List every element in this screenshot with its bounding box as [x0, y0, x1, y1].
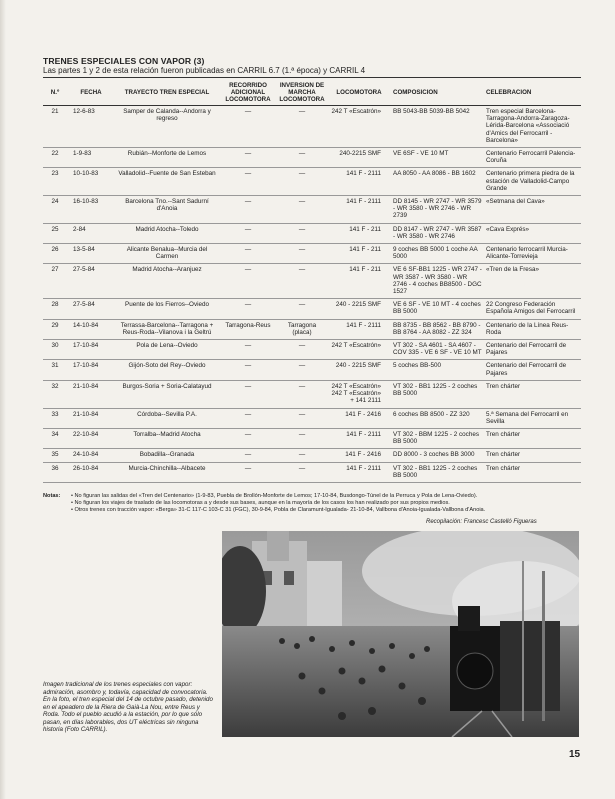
header-inversion: INVERSION DE MARCHA LOCOMOTORA: [277, 79, 327, 106]
cell-celebracion: «Cava Exprés»: [484, 223, 581, 243]
table-row: [43, 299, 581, 319]
cell-composicion: VT 302 - BB1 1225 - 2 coches BB 5000: [391, 380, 484, 408]
cell-composicion: BB 8735 - BB 8562 - BB 8790 - BB 8764 - AA 8082 - ZZ 324: [391, 319, 484, 339]
cell-inversion: —: [277, 428, 327, 448]
table-row: [43, 380, 581, 408]
cell-fecha: 17-10-84: [67, 360, 115, 380]
cell-recorrido: —: [219, 299, 277, 319]
cell-composicion: VT 302 - BB1 1225 - 2 coches BB 5000: [391, 462, 484, 482]
page-number: 15: [569, 749, 581, 760]
cell-recorrido: —: [219, 106, 277, 148]
cell-celebracion: 22 Congreso Federación Española Amigos del Ferrocarril: [484, 299, 581, 319]
cell-locomotora: 141 F - 2416: [327, 408, 391, 428]
special-trains-table: [43, 79, 581, 483]
cell-recorrido: —: [219, 428, 277, 448]
table-row: [43, 360, 581, 380]
table-row: [43, 264, 581, 299]
cell-inversion: —: [277, 196, 327, 224]
cell-composicion: VT 302 - BBM 1225 - 2 coches BB 5000: [391, 428, 484, 448]
cell-celebracion: Tren chárter: [484, 380, 581, 408]
cell-celebracion: «Setmana del Cava»: [484, 196, 581, 224]
cell-num: 31: [43, 360, 67, 380]
cell-composicion: 6 coches BB 8500 - ZZ 320: [391, 408, 484, 428]
cell-locomotora: 242 T «Escatrón»: [327, 340, 391, 360]
cell-num: 36: [43, 462, 67, 482]
cell-celebracion: Centenario del Ferrocarril de Pajares: [484, 340, 581, 360]
note-item: • Otros trenes con tracción vapor: «Berga» 31-C 117-C 103-C 31 (FGC), 30-9-84, Pobla de Claramunt-Igualada- 21-10-84, Vallbona d'Anoia-Igualada-Vallbona d'Anoia.: [71, 507, 486, 513]
steam-train-photo: [222, 531, 579, 737]
table-row: [43, 223, 581, 243]
cell-inversion: —: [277, 244, 327, 264]
cell-composicion: AA 8050 - AA 8086 - BB 1602: [391, 168, 484, 196]
cell-locomotora: 141 F - 2111: [327, 428, 391, 448]
cell-locomotora: 141 F - 2416: [327, 449, 391, 462]
cell-trayecto: Madrid Atocha--Aranjuez: [115, 264, 219, 299]
header-locomotora: LOCOMOTORA: [327, 79, 391, 106]
cell-num: 35: [43, 449, 67, 462]
cell-fecha: 17-10-84: [67, 340, 115, 360]
cell-num: 30: [43, 340, 67, 360]
cell-recorrido: Tarragona-Reus: [219, 319, 277, 339]
cell-locomotora: 242 T «Escatrón»: [327, 106, 391, 148]
table-row: [43, 428, 581, 448]
header-composicion: COMPOSICION: [391, 79, 484, 106]
cell-composicion: DD 8000 - 3 coches BB 3000: [391, 449, 484, 462]
cell-num: 22: [43, 148, 67, 168]
cell-locomotora: 141 F - 2111: [327, 319, 391, 339]
cell-composicion: VE 6 SF - VE 10 MT - 4 coches BB 5000: [391, 299, 484, 319]
cell-num: 21: [43, 106, 67, 148]
table-top-rule: [43, 77, 581, 78]
cell-trayecto: Burgos-Soria + Soria-Calatayud: [115, 380, 219, 408]
table-row: [43, 244, 581, 264]
cell-trayecto: Pola de Lena--Oviedo: [115, 340, 219, 360]
page-subtitle: Las partes 1 y 2 de esta relación fueron publicadas en CARRIL 6.7 (1.ª época) y CARRIL 4: [43, 66, 366, 75]
cell-composicion: VE 6SF - VE 10 MT: [391, 148, 484, 168]
cell-celebracion: Centenario Ferrocarril Palencia-Coruña: [484, 148, 581, 168]
cell-inversion: —: [277, 340, 327, 360]
cell-fecha: 21-10-84: [67, 380, 115, 408]
cell-num: 28: [43, 299, 67, 319]
cell-trayecto: Terrassa-Barcelona--Tarragona + Reus-Roda--Vilanova i la Geltrú: [115, 319, 219, 339]
cell-trayecto: Valladolid--Fuente de San Esteban: [115, 168, 219, 196]
cell-inversion: —: [277, 462, 327, 482]
cell-inversion: —: [277, 408, 327, 428]
cell-trayecto: Samper de Calanda--Andorra y regreso: [115, 106, 219, 148]
cell-fecha: 27-5-84: [67, 264, 115, 299]
cell-trayecto: Gijón-Soto del Rey--Oviedo: [115, 360, 219, 380]
cell-locomotora: 141 F - 2111: [327, 168, 391, 196]
note-item: • No figuran las salidas del «Tren del Centenario» (1-9-83, Puebla de Brollón-Monforte de Lemos; 17-10-84, Busdongo-Túnel de la Perruca y Pola de Lena-Oviedo).: [71, 493, 478, 499]
cell-composicion: 5 coches BB-500: [391, 360, 484, 380]
cell-inversion: Tarragona (placa): [277, 319, 327, 339]
page-edge-shadow: [0, 0, 6, 799]
header-num: N.º: [43, 79, 67, 106]
cell-inversion: —: [277, 380, 327, 408]
cell-inversion: —: [277, 168, 327, 196]
cell-composicion: VE 6 SF-BB1 1225 - WR 2747 - WR 3587 - WR 3580 - WR 2746 - 4 coches BB8500 - DGC 1527: [391, 264, 484, 299]
cell-recorrido: —: [219, 340, 277, 360]
header-celebracion: CELEBRACION: [484, 79, 581, 106]
photo-caption: Imagen tradicional de los trenes especiales con vapor: admiración, asombro y, todavía, capacidad de convocatoria. En la foto, el tren especial del 14 de octubre pasado, detenido en el apeadero de la Riera de Gaià-La Nou, entre Reus y Roda. Todo el pueblo acudió a la estación, por lo que sólo pasan, en días laborables, dos UT eléctricas sin ninguna historia (Foto CARRIL).: [43, 681, 213, 733]
cell-composicion: BB 5043-BB 5039-BB 5042: [391, 106, 484, 148]
cell-inversion: —: [277, 148, 327, 168]
cell-fecha: 14-10-84: [67, 319, 115, 339]
cell-celebracion: Centenario de la Línea Reus-Roda: [484, 319, 581, 339]
cell-locomotora: 240 - 2215 SMF: [327, 360, 391, 380]
cell-trayecto: Torralba--Madrid Atocha: [115, 428, 219, 448]
cell-trayecto: Rubián--Monforte de Lemos: [115, 148, 219, 168]
cell-celebracion: «Tren de la Fresa»: [484, 264, 581, 299]
compilation-credit: Recopilación: Francesc Castelló Figueras: [426, 519, 537, 525]
cell-inversion: —: [277, 106, 327, 148]
cell-inversion: —: [277, 299, 327, 319]
cell-locomotora: 141 F - 211: [327, 244, 391, 264]
cell-locomotora: 240 - 2215 SMF: [327, 299, 391, 319]
cell-trayecto: Alicante Benalua--Murcia del Carmen: [115, 244, 219, 264]
cell-num: 24: [43, 196, 67, 224]
cell-recorrido: —: [219, 462, 277, 482]
cell-celebracion: Tren chárter: [484, 449, 581, 462]
cell-num: 33: [43, 408, 67, 428]
cell-fecha: 21-10-84: [67, 408, 115, 428]
cell-num: 27: [43, 264, 67, 299]
table-row: [43, 168, 581, 196]
table-row: [43, 462, 581, 482]
cell-recorrido: —: [219, 196, 277, 224]
cell-fecha: 16-10-83: [67, 196, 115, 224]
cell-locomotora: 141 F - 211: [327, 223, 391, 243]
cell-inversion: —: [277, 360, 327, 380]
cell-fecha: 26-10-84: [67, 462, 115, 482]
cell-composicion: VT 302 - SA 4601 - SA 4607 - COV 335 - VE 6 SF - VE 10 MT: [391, 340, 484, 360]
cell-num: 25: [43, 223, 67, 243]
cell-fecha: 2-84: [67, 223, 115, 243]
cell-fecha: 12-6-83: [67, 106, 115, 148]
cell-celebracion: Centenario ferrocarril Murcia-Alicante-Torrevieja: [484, 244, 581, 264]
cell-fecha: 24-10-84: [67, 449, 115, 462]
page-title: TRENES ESPECIALES CON VAPOR (3): [43, 56, 205, 66]
cell-locomotora: 141 F - 211: [327, 264, 391, 299]
cell-recorrido: —: [219, 244, 277, 264]
cell-recorrido: —: [219, 168, 277, 196]
cell-recorrido: —: [219, 408, 277, 428]
table-row: [43, 106, 581, 148]
cell-fecha: 27-5-84: [67, 299, 115, 319]
table-row: [43, 340, 581, 360]
cell-inversion: —: [277, 449, 327, 462]
cell-locomotora: 240-2215 SMF: [327, 148, 391, 168]
table-row: [43, 449, 581, 462]
cell-recorrido: —: [219, 223, 277, 243]
cell-locomotora: 242 T «Escatrón» 242 T «Escatrón» + 141 2111: [327, 380, 391, 408]
table-header-row: [43, 79, 581, 106]
cell-trayecto: Madrid Atocha--Toledo: [115, 223, 219, 243]
header-trayecto: TRAYECTO TREN ESPECIAL: [115, 79, 219, 106]
cell-inversion: —: [277, 223, 327, 243]
cell-locomotora: 141 F - 2111: [327, 462, 391, 482]
cell-composicion: DD 8147 - WR 2747 - WR 3587 - WR 3580 - WR 2746: [391, 223, 484, 243]
cell-recorrido: —: [219, 264, 277, 299]
table-row: [43, 408, 581, 428]
cell-locomotora: 141 F - 2111: [327, 196, 391, 224]
cell-trayecto: Murcia-Chinchilla--Albacete: [115, 462, 219, 482]
cell-recorrido: —: [219, 449, 277, 462]
cell-fecha: 10-10-83: [67, 168, 115, 196]
cell-num: 34: [43, 428, 67, 448]
cell-inversion: —: [277, 264, 327, 299]
cell-celebracion: Tren especial Barcelona-Tarragona-Andorra-Zaragoza-Lérida-Barcelona «Associació d'Amics del Ferrocarril - Barcelona»: [484, 106, 581, 148]
cell-trayecto: Bobadilla--Granada: [115, 449, 219, 462]
cell-composicion: 9 coches BB 5000 1 coche AA 5000: [391, 244, 484, 264]
cell-trayecto: Barcelona Tno.--Sant Sadurní d'Anoia: [115, 196, 219, 224]
header-fecha: FECHA: [67, 79, 115, 106]
table-row: [43, 319, 581, 339]
cell-recorrido: —: [219, 148, 277, 168]
cell-composicion: DD 8145 - WR 2747 - WR 3579 - WR 3580 - WR 2746 - WR 2739: [391, 196, 484, 224]
cell-trayecto: Puente de los Fierros--Oviedo: [115, 299, 219, 319]
cell-celebracion: Tren chárter: [484, 428, 581, 448]
cell-num: 26: [43, 244, 67, 264]
cell-num: 32: [43, 380, 67, 408]
table-row: [43, 148, 581, 168]
cell-fecha: 13-5-84: [67, 244, 115, 264]
cell-celebracion: Tren chárter: [484, 462, 581, 482]
notes-label: Notas:: [43, 493, 61, 499]
cell-num: 23: [43, 168, 67, 196]
cell-celebracion: Centenario del Ferrocarril de Pajares: [484, 360, 581, 380]
cell-recorrido: —: [219, 360, 277, 380]
cell-celebracion: Centenario primera piedra de la estación de Valladolid-Campo Grande: [484, 168, 581, 196]
note-item: • No figuran los viajes de traslado de las locomotoras a y desde sus bases, aunque en la mayoría de los casos los han realizado por sus propios medios.: [71, 500, 450, 506]
header-recorrido: RECORRIDO ADICIONAL LOCOMOTORA: [219, 79, 277, 106]
table-row: [43, 196, 581, 224]
cell-celebracion: 5.ª Semana del Ferrocarril en Sevilla: [484, 408, 581, 428]
cell-num: 29: [43, 319, 67, 339]
cell-trayecto: Córdoba--Sevilla P.A.: [115, 408, 219, 428]
cell-fecha: 22-10-84: [67, 428, 115, 448]
cell-fecha: 1-9-83: [67, 148, 115, 168]
cell-recorrido: —: [219, 380, 277, 408]
